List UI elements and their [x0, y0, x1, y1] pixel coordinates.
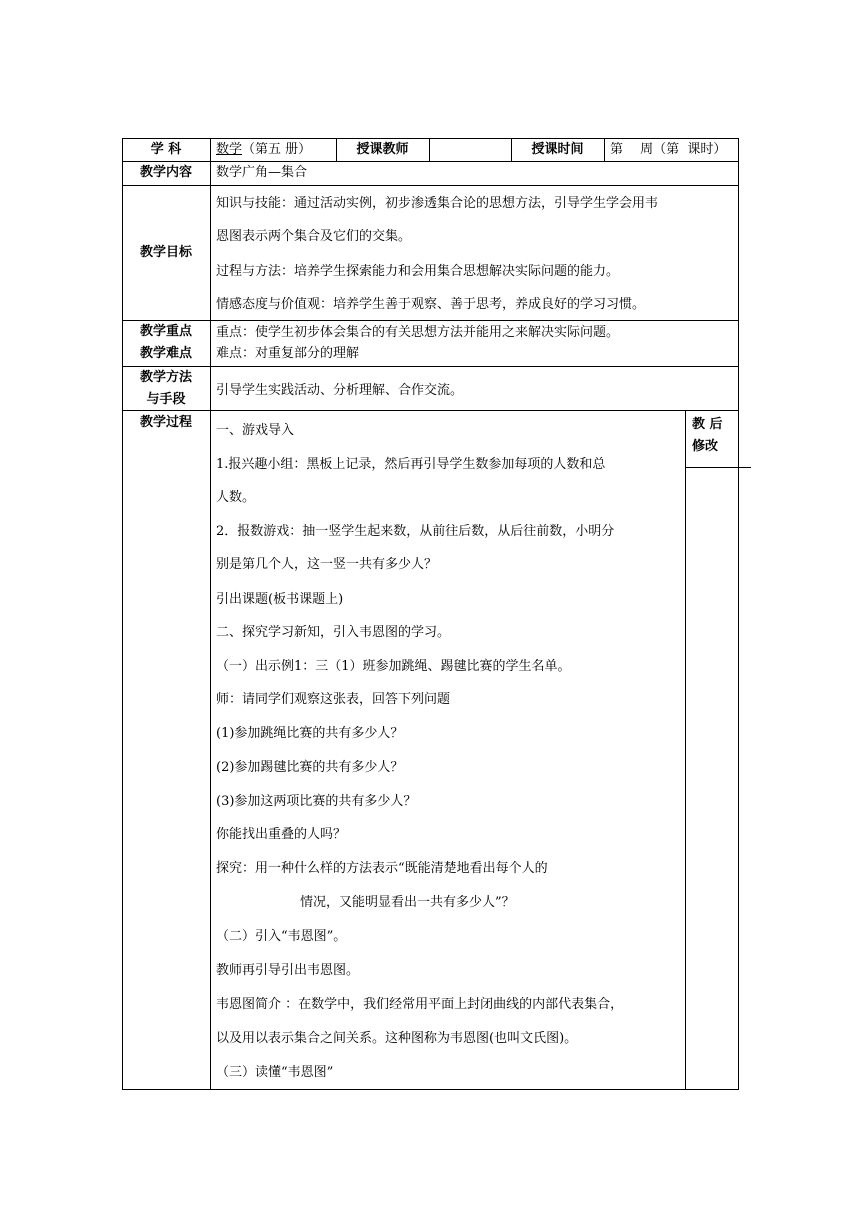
methods-label: 教学方法 — [139, 370, 192, 385]
focus-text: 重点：使学生初步体会集合的有关思想方法并能用之来解决实际问题。 — [216, 325, 620, 340]
process-line: (2)参加踢毽比赛的共有多少人？ — [216, 760, 404, 775]
process-line: （二）引入“韦恩图”。 — [216, 929, 347, 944]
process-line: 人数。 — [216, 490, 256, 505]
focus-label: 教学重点 — [139, 324, 192, 339]
process-line: 教师再引导引出韦恩图。 — [216, 963, 360, 978]
subject-name: 数学 — [216, 142, 243, 157]
process-line: 别是第几个人，这一竖一共有多少人？ — [216, 557, 438, 572]
process-line: (1)参加跳绳比赛的共有多少人？ — [216, 726, 404, 741]
subject-volume: （第五 册） — [242, 142, 312, 157]
difficulty-text: 难点：对重复部分的理解 — [216, 346, 360, 361]
content-label: 教学内容 — [139, 165, 192, 180]
goals-line: 知识与技能：通过活动实例，初步渗透集合论的思想方法，引导学生学会用韦 — [216, 196, 659, 211]
process-label: 教学过程 — [139, 415, 192, 430]
process-line: 二、探究学习新知，引入韦恩图的学习。 — [216, 625, 451, 640]
goals-line: 过程与方法：培养学生探索能力和会用集合思想解决实际问题的能力。 — [216, 264, 620, 279]
goals-line: 情感态度与价值观：培养学生善于观察、善于思考，养成良好的学习习惯。 — [216, 297, 646, 312]
revision-label: 修改 — [692, 439, 719, 454]
goals-label: 教学目标 — [139, 245, 192, 260]
process-line: （一）出示例1：三（1）班参加跳绳、踢毽比赛的学生名单。 — [216, 659, 571, 674]
process-line: 2．报数游戏：抽一竖学生起来数，从前往后数，从后往前数，小明分 — [216, 524, 615, 539]
process-line: 你能找出重叠的人吗？ — [216, 827, 347, 842]
process-line: 1.报兴趣小组：黑板上记录，然后再引导学生数参加每项的人数和总 — [216, 457, 606, 472]
difficulty-label: 教学难点 — [139, 346, 192, 361]
after-class-label: 教 后 — [692, 417, 723, 432]
process-line: 引出课题(板书课题上) — [216, 592, 344, 607]
subject-label: 学 科 — [150, 142, 182, 157]
process-line: (3)参加这两项比赛的共有多少人？ — [216, 794, 417, 809]
process-line: （三）读懂“韦恩图” — [216, 1065, 334, 1080]
teacher-label: 授课教师 — [356, 142, 409, 157]
time-label: 授课时间 — [531, 142, 584, 157]
methods-value: 引导学生实践活动、分析理解、合作交流。 — [216, 383, 464, 398]
process-line: 韦恩图简介 ：在数学中，我们经常用平面上封闭曲线的内部代表集合， — [216, 997, 624, 1012]
goals-line: 恩图表示两个集合及它们的交集。 — [216, 229, 412, 244]
process-line: 师：请同学们观察这张表，回答下列问题 — [216, 692, 451, 707]
process-line: 情况，又能明显看出一共有多少人”？ — [300, 895, 515, 910]
process-line: 一、游戏导入 — [216, 423, 295, 438]
process-line: 以及用以表示集合之间关系。这种图称为韦恩图(也叫文氏图)。 — [216, 1031, 578, 1046]
content-value: 数学广角—集合 — [216, 165, 308, 180]
methods-label-2: 与手段 — [146, 392, 186, 407]
subject-value — [216, 142, 311, 158]
time-value: 第 周（第 课时） — [610, 142, 727, 157]
process-line: 探究：用一种什么样的方法表示“既能清楚地看出每个人的 — [216, 861, 548, 876]
